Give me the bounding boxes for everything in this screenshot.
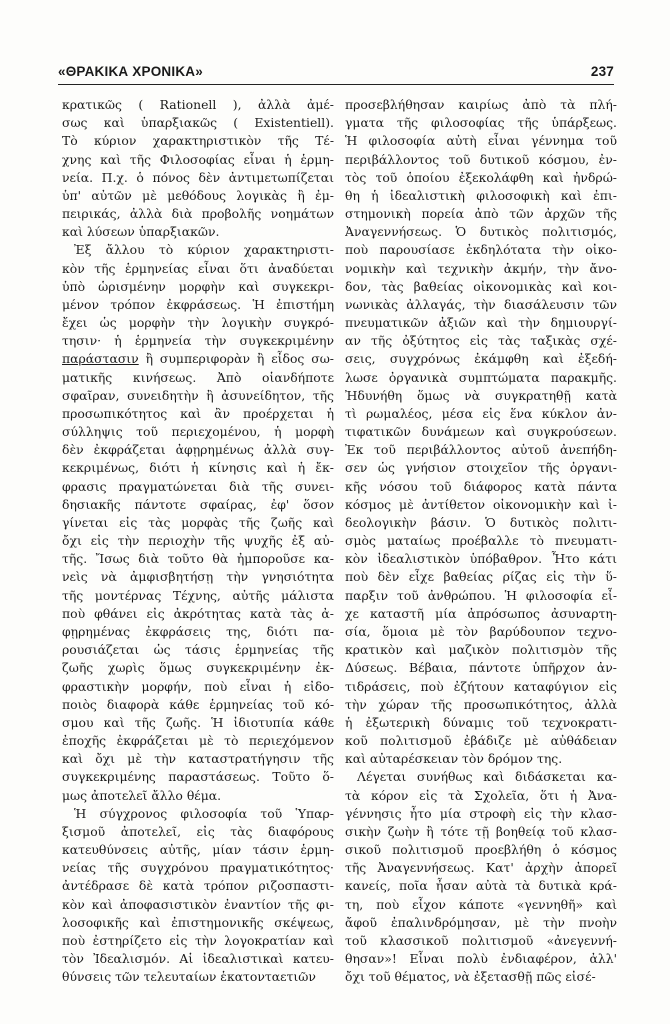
text-line: ποὺ ἐστηρίζετο εἰς τὴν λογοκρατίαν καὶ: [62, 932, 334, 948]
text-line: συγκεκριμένης παραστάσεως. Τοῦτο ὅ-: [62, 769, 334, 785]
text-line: σία, ὅμοια μὲ τὸν βαρύδουπον τεχνο-: [345, 623, 617, 639]
text-line: ὄχι εἰς τὴν περιοχὴν τῆς ψυχῆς ἐξ αὐ-: [62, 533, 334, 549]
text-line: αν τῆς ὀξύτητος εἰς τὰς ταξικὰς σχέ-: [345, 333, 617, 349]
text-line: ποιὸς διαφορὰ κάθε ἑρμηνείας τοῦ κό-: [62, 696, 334, 712]
text-line: σεν ὡς γνήσιον στοιχεῖον τῆς ὀργανι-: [345, 460, 617, 476]
text-line: τιδράσεις, ποὺ ἐζήτουν καταφύγιον εἰς: [345, 678, 617, 694]
text-line: λοσοφικῆς καὶ ἐπιστημονικῆς σκέψεως,: [62, 914, 334, 930]
text-line: δὲν ἐκφράζεται ἀφῃρημένως ἀλλὰ συγ-: [62, 442, 334, 458]
text-line: ὑπὸ ὡρισμένην μορφὴν καὶ συγκεκρι-: [62, 278, 334, 294]
header-rule: [58, 84, 614, 85]
text-line: ρουσιάζεται ὡς τάσις ἑρμηνείας τῆς: [62, 642, 334, 658]
text-line: πνευματικῶν ἀξιῶν καὶ τὴν δημιουργί-: [345, 315, 617, 331]
text-line: Ἐκ τοῦ περιβάλλοντος αὐτοῦ ἀνεπήδη-: [345, 442, 617, 458]
text-line: νεία. Π.χ. ὁ πόνος δὲν ἀντιμετωπίζεται: [62, 169, 334, 185]
text-line: θη ἡ ἰδεαλιστικὴ φιλοσοφικὴ καὶ ἐπι-: [345, 187, 617, 203]
text-line: τὸν Ἰδεαλισμόν. Αἱ ἰδεαλιστικαὶ κατευ-: [62, 951, 334, 967]
text-line: θύνσεις τῶν τελευταίων ἑκατονταετιῶν: [62, 969, 316, 985]
text-line: μένον τρόπον ἐκφράσεως. Ἡ ἐπιστήμη: [62, 296, 334, 312]
text-line: φραστικὴν μορφήν, ποὺ εἶναι ἡ εἰδο-: [62, 678, 334, 694]
text-line: δον, τὰς βαθείας οἰκονομικὰς καὶ κοι-: [345, 278, 617, 294]
text-line: κὸν ἰδεαλιστικὸν ὑπόβαθρον. Ἦτο κάτι: [345, 551, 617, 567]
text-line: καὶ ὄχι μὲ τὴν καταστρατήγησιν τῆς: [62, 751, 334, 767]
text-line: φρασις πραγματώνεται διὰ τῆς συνει-: [62, 478, 334, 494]
text-line: σμὸς ματαίως προέβαλλε τὸ πνευματι-: [345, 533, 617, 549]
text-line: νομικὴν καὶ τεχνικὴν ἀκμήν, τὴν ἄνο-: [345, 260, 617, 276]
text-line: ποὺ παρουσίασε ἐκδηλότατα τὴν οἰκο-: [345, 242, 617, 258]
text-line: πειρικάς, ἀλλὰ διὰ προβολῆς νοημάτων: [62, 206, 334, 222]
text-line: σύλληψις τοῦ περιεχομένου, ἡ μορφὴ: [62, 424, 334, 440]
text-line: νεὶς νὰ ἀμφισβητήσῃ τὴν γνησιότητα: [62, 569, 334, 585]
text-line: παράστασιν ἢ συμπεριφορὰν ἢ εἶδος σω-: [62, 351, 334, 367]
text-line: ἡ ἐξωτερικὴ δύναμις τοῦ τεχνοκρατι-: [345, 714, 617, 730]
text-line: ποὺ δὲν εἶχε βαθείας ρίζας εἰς τὴν ὕ-: [345, 569, 617, 585]
text-line: κὸν τῆς ἑρμηνείας εἶναι ὅτι ἀναδύεται: [62, 260, 334, 276]
text-line: γίνεται εἰς τὰς μορφὰς τῆς ζωῆς καὶ: [62, 514, 334, 530]
text-line: λωσε ὀργανικὰ συμπτώματα παρακμῆς.: [345, 369, 617, 385]
text-line: χνης καὶ τῆς Φιλοσοφίας εἶναι ἡ ἑρμη-: [62, 151, 334, 167]
text-line: κρατικῶς ( Rationell ), ἀλλὰ ἀμέ-: [62, 97, 334, 112]
text-line: κρατικὸν καὶ μαζικὸν πολιτισμὸν τῆς: [345, 642, 617, 658]
text-line: κοῦ πολιτισμοῦ ἐβάδιζε μὲ αὐθάδειαν: [345, 733, 617, 749]
text-line: τῆς μοντέρνας Τέχνης, αὐτῆς μάλιστα: [62, 587, 334, 603]
text-line: σφαῖραν, συνειδητὴν ἢ ἀσυνείδητον, τῆς: [62, 387, 334, 403]
text-line: σεις, συγχρόνως ἐκάμφθη καὶ ἐξεδή-: [345, 351, 617, 367]
text-line: τοῦ κλασσικοῦ πολιτισμοῦ «ἀνεγεννή-: [345, 932, 617, 948]
text-line: τῆς. Ἴσως διὰ τοῦτο θὰ ἠμποροῦσε κα-: [62, 551, 334, 567]
text-line: κανείς, ποῖα ἦσαν αὐτὰ τὰ δυτικὰ κρά-: [345, 878, 617, 894]
text-line: Ἀναγεννήσεως. Ὁ δυτικὸς πολιτισμός,: [345, 224, 617, 240]
text-line: περιβάλλοντος τοῦ δυτικοῦ κόσμου, ἐν-: [345, 151, 617, 167]
text-line: σμου καὶ τῆς ζωῆς. Ἡ ἰδιοτυπία κάθε: [62, 714, 334, 730]
text-line: σικὴν ζωὴν ἢ τότε τῇ βοηθείᾳ τοῦ κλασ-: [345, 823, 617, 839]
text-line: τὴν χώραν τῆς προσωπικότητος, ἀλλὰ: [345, 696, 617, 712]
left-text-column: [62, 96, 334, 986]
text-line: θησαν»! Εἶναι πολὺ ἐνδιαφέρον, ἀλλ': [345, 951, 617, 967]
text-line: ἀντέδρασε δὲ κατὰ τρόπον ριζοσπαστι-: [62, 878, 334, 894]
text-line: νείας τῆς συγχρόνου πραγματικότητος·: [62, 860, 334, 876]
text-line: δεολογικὴν βάσιν. Ὁ δυτικὸς πολιτι-: [345, 514, 617, 530]
text-line: κόσμος μὲ ἀντίθετον οἰκονομικὴν καὶ ἰ-: [345, 496, 617, 512]
text-line: τὶ ρωμαλέος, μέσα εἰς ἕνα κύκλον ἀν-: [345, 405, 617, 421]
text-line: κῆς νόσου τοῦ διάφορος κατὰ πάντα: [345, 478, 617, 494]
text-line: τῆς Ἀναγεννήσεως. Κατ' ἀρχὴν ἀπορεῖ: [345, 860, 617, 876]
text-line: σως καὶ ὑπαρξιακῶς ( Existentiell).: [62, 115, 334, 131]
text-line: κὸν καὶ ἀποφασιστικὸν ἐναντίον τῆς φι-: [62, 896, 334, 912]
text-line: κατευθύνσεις αὐτῆς, μίαν τάσιν ἑρμη-: [62, 842, 334, 858]
text-line: γέννησις ἦτο μία στροφὴ εἰς τὴν κλασ-: [345, 805, 617, 821]
text-line: τὰ κόρον εἰς τὰ Σχολεῖα, ὅτι ἡ Ἀνα-: [345, 787, 617, 803]
text-line: τιφατικῶν δυνάμεων καὶ συγκρούσεων.: [345, 424, 617, 440]
text-line: τὸς τοῦ ὁποίου ἐξεκολάφθη καὶ ἠνδρώ-: [345, 169, 617, 185]
text-line: τησιν· ἡ ἑρμηνεία τὴν συγκεκριμένην: [62, 333, 334, 349]
text-line: ἄφοῦ ἐπαλινδρόμησαν, μὲ τὴν πνοὴν: [345, 914, 617, 930]
text-line: δησιακῆς πάντοτε σφαίρας, ἐφ' ὅσον: [62, 496, 334, 512]
text-line: ὄχι τοῦ θέματος, νὰ ἐξετασθῇ πῶς εἰσέ-: [345, 969, 596, 985]
right-text-column: [345, 96, 617, 986]
text-line: μως ἀποτελεῖ ἄλλο θέμα.: [62, 787, 222, 803]
text-line: Ἡ φιλοσοφία αὐτὴ εἶναι γέννημα τοῦ: [345, 133, 617, 149]
text-line: Ἠδυνήθη ὅμως νὰ συγκρατηθῇ κατὰ: [345, 387, 617, 403]
running-head: [58, 64, 614, 79]
text-line: καὶ λύσεων ὑπαρξιακῶν.: [62, 224, 220, 240]
text-line: προσωπικότητος καὶ ἂν προέρχεται ἡ: [62, 405, 334, 421]
text-line: Δύσεως. Βέβαια, πάντοτε ὑπῆρχον ἀν-: [345, 660, 617, 676]
text-line: ποὺ φθάνει εἰς ἀκρότητας κατὰ τὰς ἀ-: [62, 605, 334, 621]
text-line: τη, ποὺ εἶχον κάποτε «γεννηθῆ» καὶ: [345, 896, 617, 912]
text-line: χε καταστῆ μία ἀπρόσωπος ἀσυναρτη-: [345, 605, 617, 621]
text-line: ζωῆς χωρὶς ὅμως συγκεκριμένην ἐκ-: [62, 660, 334, 676]
text-line: Ἡ σύγχρονος φιλοσοφία τοῦ Ὑπαρ-: [74, 805, 334, 821]
text-line: ξισμοῦ ἀποτελεῖ, εἰς τὰς διαφόρους: [62, 823, 334, 839]
text-line: Λέγεται συνήθως καὶ διδάσκεται κα-: [357, 769, 617, 785]
text-line: στημονικὴ πορεία ἀπὸ τῶν ἀρχῶν τῆς: [345, 206, 617, 222]
text-line: παρξιν τοῦ ἀνθρώπου. Ἡ φιλοσοφία εἶ-: [345, 587, 617, 603]
text-line: ἔχει ὡς μορφὴν τὴν λογικὴν συγκρό-: [62, 315, 334, 331]
text-line: προσεβλήθησαν καιρίως ἀπὸ τὰ πλή-: [345, 97, 617, 112]
text-line: ὑπ' αὐτῶν μὲ μεθόδους λογικὰς ἢ ἐμ-: [62, 187, 334, 203]
underlined-word: παράστασιν: [62, 351, 139, 367]
text-line: νωνικὰς ἀλλαγάς, τὴν διασάλευσιν τῶν: [345, 296, 617, 312]
text-line: κεκριμένως, διότι ἡ κίνησις καὶ ἡ ἔκ-: [62, 460, 334, 476]
text-line: Τὸ κύριον χαρακτηριστικὸν τῆς Τέ-: [62, 133, 334, 149]
text-line: Ἐξ ἄλλου τὸ κύριον χαρακτηριστι-: [74, 242, 334, 258]
text-line: σικοῦ πολιτισμοῦ προεβλήθη ὁ κόσμος: [345, 842, 617, 858]
page-number: 237: [590, 64, 614, 79]
text-line: ἐποχῆς ἐκφράζεται μὲ τὸ περιεχόμενον: [62, 733, 334, 749]
journal-title: «ΘΡΑΚΙΚΑ ΧΡΟΝΙΚΑ»: [58, 64, 203, 79]
text-line: ματικῆς κινήσεως. Ἀπὸ οἱανδήποτε: [62, 369, 334, 385]
text-line: φῃρημένας ἐκφράσεις της, διότι πα-: [62, 623, 334, 639]
text-line: καὶ αὐταρέσκειαν τὸν δρόμον της.: [345, 751, 563, 767]
text-line: γματα τῆς φιλοσοφίας τῆς ὑπάρξεως.: [345, 115, 617, 131]
